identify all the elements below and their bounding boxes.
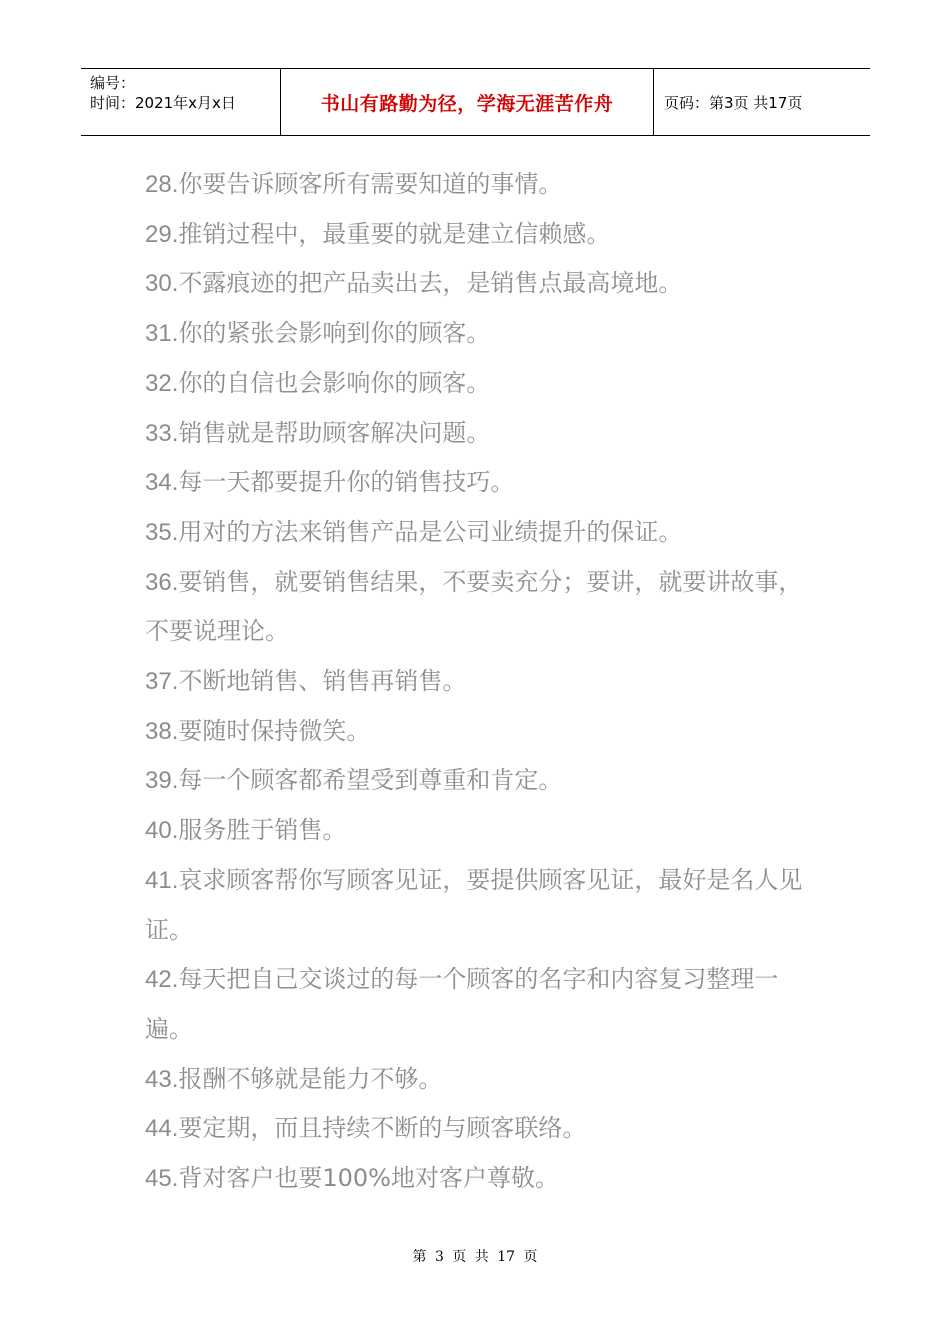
list-item: 39.每一个顾客都希望受到尊重和肯定。 [145, 766, 563, 795]
list-item: 36.要销售，就要销售结果，不要卖充分；要讲，就要讲故事，不要说理论。 [145, 567, 803, 646]
list-item: 38.要随时保持微笑。 [145, 716, 371, 745]
list-item: 37.不断地销售、销售再销售。 [145, 667, 467, 696]
header-page-info: 页码：第3页 共17页 [664, 93, 803, 112]
serial-label: 编号： [90, 74, 136, 92]
list-item: 43.报酬不够就是能力不够。 [145, 1064, 443, 1093]
list-item: 29.推销过程中，最重要的就是建立信赖感。 [145, 219, 611, 248]
list-item: 44.要定期，而且持续不断的与顾客联络。 [145, 1114, 587, 1143]
list-item: 41.哀求顾客帮你写顾客见证，要提供顾客见证，最好是名人见证。 [145, 865, 803, 944]
list-item: 28.你要告诉顾客所有需要知道的事情。 [145, 170, 563, 198]
list-item: 40.服务胜于销售。 [145, 816, 347, 845]
page-footer: 第 3 页 共 17 页 [412, 1249, 538, 1265]
list-item: 34.每一天都要提升你的销售技巧。 [145, 468, 515, 497]
list-item: 32.你的自信也会影响你的顾客。 [145, 368, 491, 397]
list-item: 42.每天把自己交谈过的每一个顾客的名字和内容复习整理一遍。 [145, 965, 779, 1043]
list-item: 33.销售就是帮助顾客解决问题。 [145, 418, 491, 447]
list-item: 31.你的紧张会影响到你的顾客。 [145, 319, 491, 348]
document-body [145, 160, 815, 1204]
page-header [81, 68, 870, 136]
list-item: 30.不露痕迹的把产品卖出去，是销售点最高境地。 [145, 269, 683, 298]
date-line: 时间：2021年x月x日 [90, 94, 236, 112]
list-item: 45.背对客户也要100%地对客户尊敬。 [145, 1164, 559, 1193]
header-meta [81, 69, 281, 135]
list-item: 35.用对的方法来销售产品是公司业绩提升的保证。 [145, 517, 683, 546]
header-motto: 书山有路勤为径，学海无涯苦作舟 [281, 69, 654, 135]
